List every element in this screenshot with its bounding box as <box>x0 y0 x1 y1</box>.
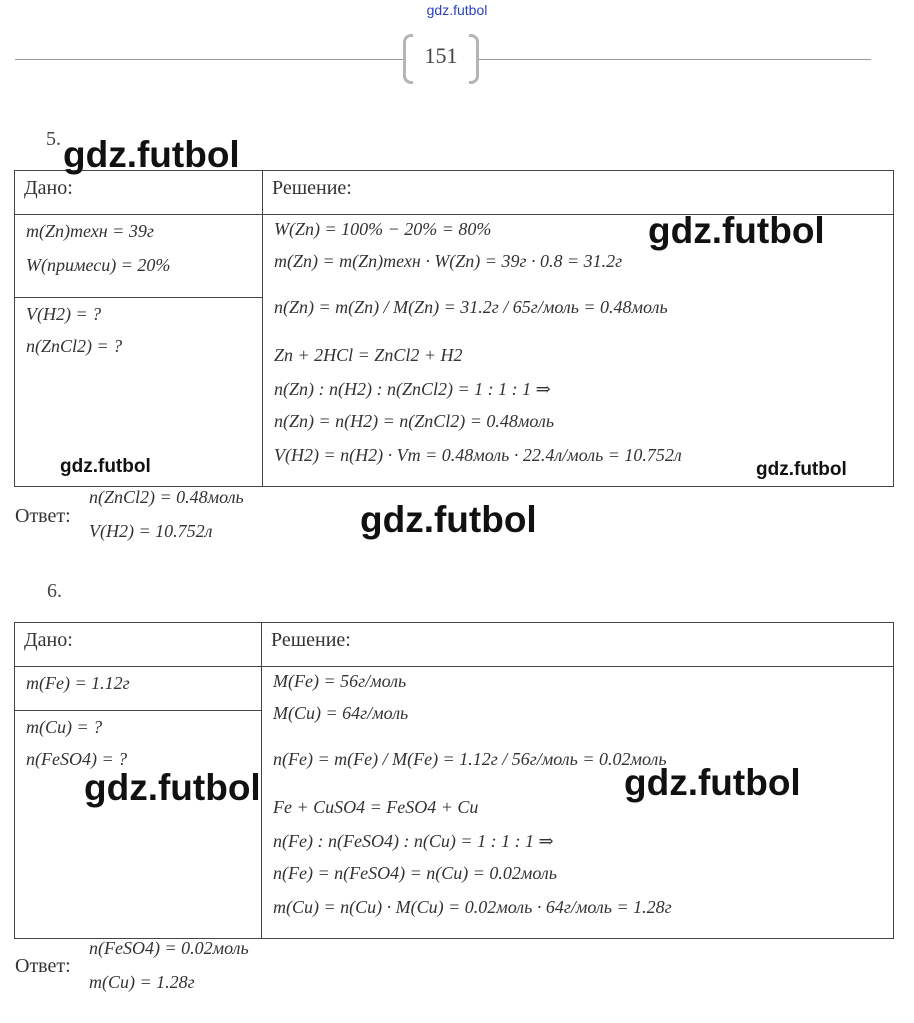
watermark: gdz.futbol <box>360 499 537 540</box>
task5-answer-line: n(ZnCl2) = 0.48моль <box>89 487 244 507</box>
task6-find-line: m(Cu) = ? <box>26 717 103 737</box>
task5-given-header: Дано: <box>15 171 263 215</box>
task6-given-line: m(Fe) = 1.12г <box>26 673 130 693</box>
header-rule-right <box>479 59 871 60</box>
task5-solution-line: n(Zn) = m(Zn) / M(Zn) = 31.2г / 65г/моль = 0.48моль <box>274 297 668 317</box>
task6-solution-line: Fe + CuSO4 = FeSO4 + Cu <box>273 797 479 817</box>
task5-find-line: V(H2) = ? <box>26 304 102 324</box>
watermark: gdz.futbol <box>84 767 261 808</box>
task5-solution-line: W(Zn) = 100% − 20% = 80% <box>274 219 492 239</box>
task5-given-line: m(Zn)техн = 39г <box>26 221 154 241</box>
task5-answer-label: Ответ: <box>15 505 71 527</box>
site-link[interactable]: gdz.futbol <box>426 2 488 18</box>
task6-answer-line: n(FeSO4) = 0.02моль <box>89 938 249 958</box>
watermark: gdz.futbol <box>648 210 825 251</box>
task6-solution-line: n(Fe) : n(FeSO4) : n(Cu) = 1 : 1 : 1 ⇒ <box>273 831 554 851</box>
task6-solution-line: n(Fe) = m(Fe) / M(Fe) = 1.12г / 56г/моль = 0.02моль <box>273 749 667 769</box>
task5-solution-line: V(H2) = n(H2) · Vm = 0.48моль · 22.4л/моль = 10.752л <box>274 445 682 465</box>
task5-solution-line: n(Zn) : n(H2) : n(ZnCl2) = 1 : 1 : 1 ⇒ <box>274 379 551 399</box>
task5-given-cell <box>15 215 263 298</box>
task6-solution-header: Решение: <box>262 623 894 667</box>
header-rule-left <box>15 59 403 60</box>
task5-solution-line: m(Zn) = m(Zn)техн · W(Zn) = 39г · 0.8 = 31.2г <box>274 251 623 271</box>
task6-find-cell <box>15 711 262 939</box>
task5-number: 5. <box>46 128 61 150</box>
watermark: gdz.futbol <box>63 134 240 175</box>
task6-number: 6. <box>47 580 62 602</box>
watermark: gdz.futbol <box>756 459 847 480</box>
watermark: gdz.futbol <box>624 762 801 803</box>
page-number: 151 <box>424 43 458 68</box>
task6-find-line: n(FeSO4) = ? <box>26 749 128 769</box>
watermark: gdz.futbol <box>60 456 151 477</box>
task5-solution-line: n(Zn) = n(H2) = n(ZnCl2) = 0.48моль <box>274 411 555 431</box>
task6-answer-label: Ответ: <box>15 955 71 977</box>
task5-solution-cell <box>263 215 894 487</box>
page-number-box <box>403 34 479 84</box>
task6-given-cell <box>15 667 262 711</box>
task5-solution-header: Решение: <box>263 171 894 215</box>
task5-solution-line: Zn + 2HCl = ZnCl2 + H2 <box>274 345 463 365</box>
task6-answer-line: m(Cu) = 1.28г <box>89 972 195 992</box>
task5-answer-line: V(H2) = 10.752л <box>89 521 213 541</box>
task6-solution-line: M(Cu) = 64г/моль <box>273 703 409 723</box>
task6-given-header: Дано: <box>15 623 262 667</box>
task6-solution-line: n(Fe) = n(FeSO4) = n(Cu) = 0.02моль <box>273 863 557 883</box>
task5-find-line: n(ZnCl2) = ? <box>26 336 123 356</box>
task5-given-line: W(примеси) = 20% <box>26 255 171 275</box>
task6-solution-line: M(Fe) = 56г/моль <box>273 671 407 691</box>
task6-solution-line: m(Cu) = n(Cu) · M(Cu) = 0.02моль · 64г/моль = 1.28г <box>273 897 672 917</box>
